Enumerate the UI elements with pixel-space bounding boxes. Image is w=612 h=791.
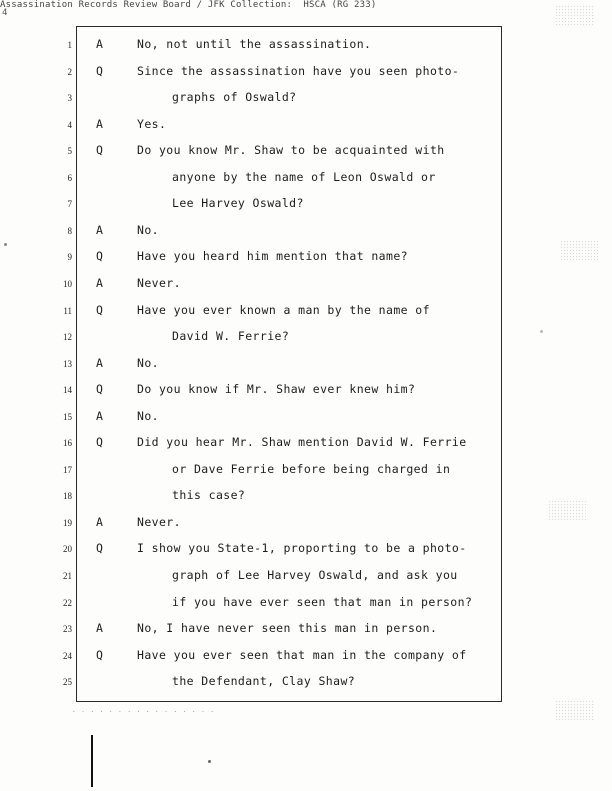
transcript-line — [0, 462, 612, 478]
speaker-label: A — [96, 355, 103, 370]
line-number: 8 — [67, 225, 72, 236]
speaker-label: Q — [96, 541, 103, 556]
line-text: or Dave Ferrie before being charged in — [172, 461, 451, 476]
line-text: No. — [137, 355, 159, 370]
line-number: 24 — [63, 650, 72, 661]
transcript-line — [0, 196, 612, 212]
transcript-line — [0, 303, 612, 319]
speaker-label: Q — [96, 302, 103, 317]
speaker-label: A — [96, 116, 103, 131]
speaker-label: Q — [96, 249, 103, 264]
page-footer-smudge: . . . . . . . . . . . . . . . . — [72, 707, 215, 714]
line-text: Do you know if Mr. Shaw ever knew him? — [137, 382, 416, 397]
line-number: 2 — [67, 66, 72, 77]
speaker-label: Q — [96, 647, 103, 662]
line-number: 9 — [67, 252, 72, 263]
transcript-line — [0, 37, 612, 53]
line-number: 14 — [63, 385, 72, 396]
transcript-line — [0, 356, 612, 372]
line-text: Yes. — [137, 116, 167, 131]
line-number: 5 — [67, 146, 72, 157]
transcript-line — [0, 249, 612, 265]
line-number: 17 — [63, 464, 72, 475]
line-text: the Defendant, Clay Shaw? — [172, 674, 356, 689]
line-text: if you have ever seen that man in person? — [172, 594, 473, 609]
transcript-line — [0, 595, 612, 611]
line-text: Have you ever seen that man in the company of — [137, 647, 467, 662]
scan-noise — [548, 500, 588, 520]
line-number: 21 — [63, 571, 72, 581]
line-text: Did you hear Mr. Shaw mention David W. Ferrie — [137, 435, 467, 450]
line-text: graphs of Oswald? — [172, 90, 297, 105]
line-number: 23 — [63, 624, 72, 635]
transcript-line — [0, 674, 612, 690]
line-number: 20 — [63, 544, 72, 555]
speaker-label: A — [96, 37, 103, 51]
line-number: 6 — [67, 172, 72, 183]
transcript-line — [0, 170, 612, 186]
line-text: Never. — [137, 275, 181, 290]
transcript-line — [0, 329, 612, 345]
line-text: No, I have never seen this man in person. — [137, 621, 438, 636]
line-number: 10 — [63, 278, 72, 289]
line-number: 19 — [63, 517, 72, 528]
transcript-line — [0, 90, 612, 106]
line-number: 12 — [63, 332, 72, 343]
line-text: Since the assassination have you seen photo- — [137, 63, 460, 78]
line-text: anyone by the name of Leon Oswald or — [172, 169, 436, 184]
line-text: Have you ever known a man by the name of — [137, 302, 430, 317]
transcript-line — [0, 223, 612, 239]
line-text: I show you State-1, proporting to be a photo- — [137, 541, 467, 556]
speaker-label: A — [96, 621, 103, 636]
line-number: 1 — [67, 40, 72, 50]
transcript-line — [0, 409, 612, 425]
speaker-label: A — [96, 514, 103, 529]
collection-header: Assassination Records Review Board / JFK Collection: HSCA (RG 233) — [0, 0, 377, 10]
line-number: 11 — [63, 305, 72, 316]
line-text: graph of Lee Harvey Oswald, and ask you — [172, 568, 458, 582]
line-number: 13 — [63, 358, 72, 369]
transcript-line — [0, 276, 612, 292]
transcript-line — [0, 488, 612, 504]
speaker-label: A — [96, 408, 103, 423]
line-number: 3 — [67, 93, 72, 104]
scan-noise — [555, 5, 595, 25]
line-text: this case? — [172, 488, 246, 503]
line-number: 7 — [67, 199, 72, 210]
line-text: Lee Harvey Oswald? — [172, 196, 304, 211]
transcript-line — [0, 541, 612, 557]
line-text: Have you heard him mention that name? — [137, 249, 408, 264]
scan-speck — [540, 330, 543, 333]
line-number: 16 — [63, 438, 72, 449]
scan-noise — [560, 240, 600, 260]
line-number: 25 — [63, 677, 72, 688]
speaker-label: Q — [96, 143, 103, 158]
line-number: 4 — [67, 119, 72, 130]
speaker-label: Q — [96, 435, 103, 450]
line-number: 22 — [63, 597, 72, 608]
speaker-label: Q — [96, 382, 103, 397]
line-text: No. — [137, 408, 159, 423]
speaker-label: A — [96, 275, 103, 290]
transcript-line — [0, 117, 612, 133]
speaker-label: A — [96, 222, 103, 237]
line-number: 18 — [63, 491, 72, 502]
scan-noise — [555, 700, 595, 720]
transcript-line — [0, 621, 612, 637]
binder-mark — [91, 735, 93, 787]
line-text: Do you know Mr. Shaw to be acquainted with — [137, 143, 445, 158]
line-number: 15 — [63, 411, 72, 422]
speaker-label: Q — [96, 63, 103, 78]
scan-speck — [208, 760, 211, 763]
transcript-line — [0, 435, 612, 451]
transcript-line — [0, 648, 612, 664]
transcript-line — [0, 568, 612, 584]
line-text: David W. Ferrie? — [172, 329, 290, 344]
transcript-line — [0, 143, 612, 159]
line-text: No. — [137, 222, 159, 237]
scan-speck — [4, 243, 7, 246]
header-mark: 4 — [2, 8, 8, 18]
transcript-line — [0, 382, 612, 398]
line-text: No, not until the assassination. — [137, 37, 372, 51]
transcript-line — [0, 515, 612, 531]
transcript-line — [0, 64, 612, 80]
line-text: Never. — [137, 514, 181, 529]
